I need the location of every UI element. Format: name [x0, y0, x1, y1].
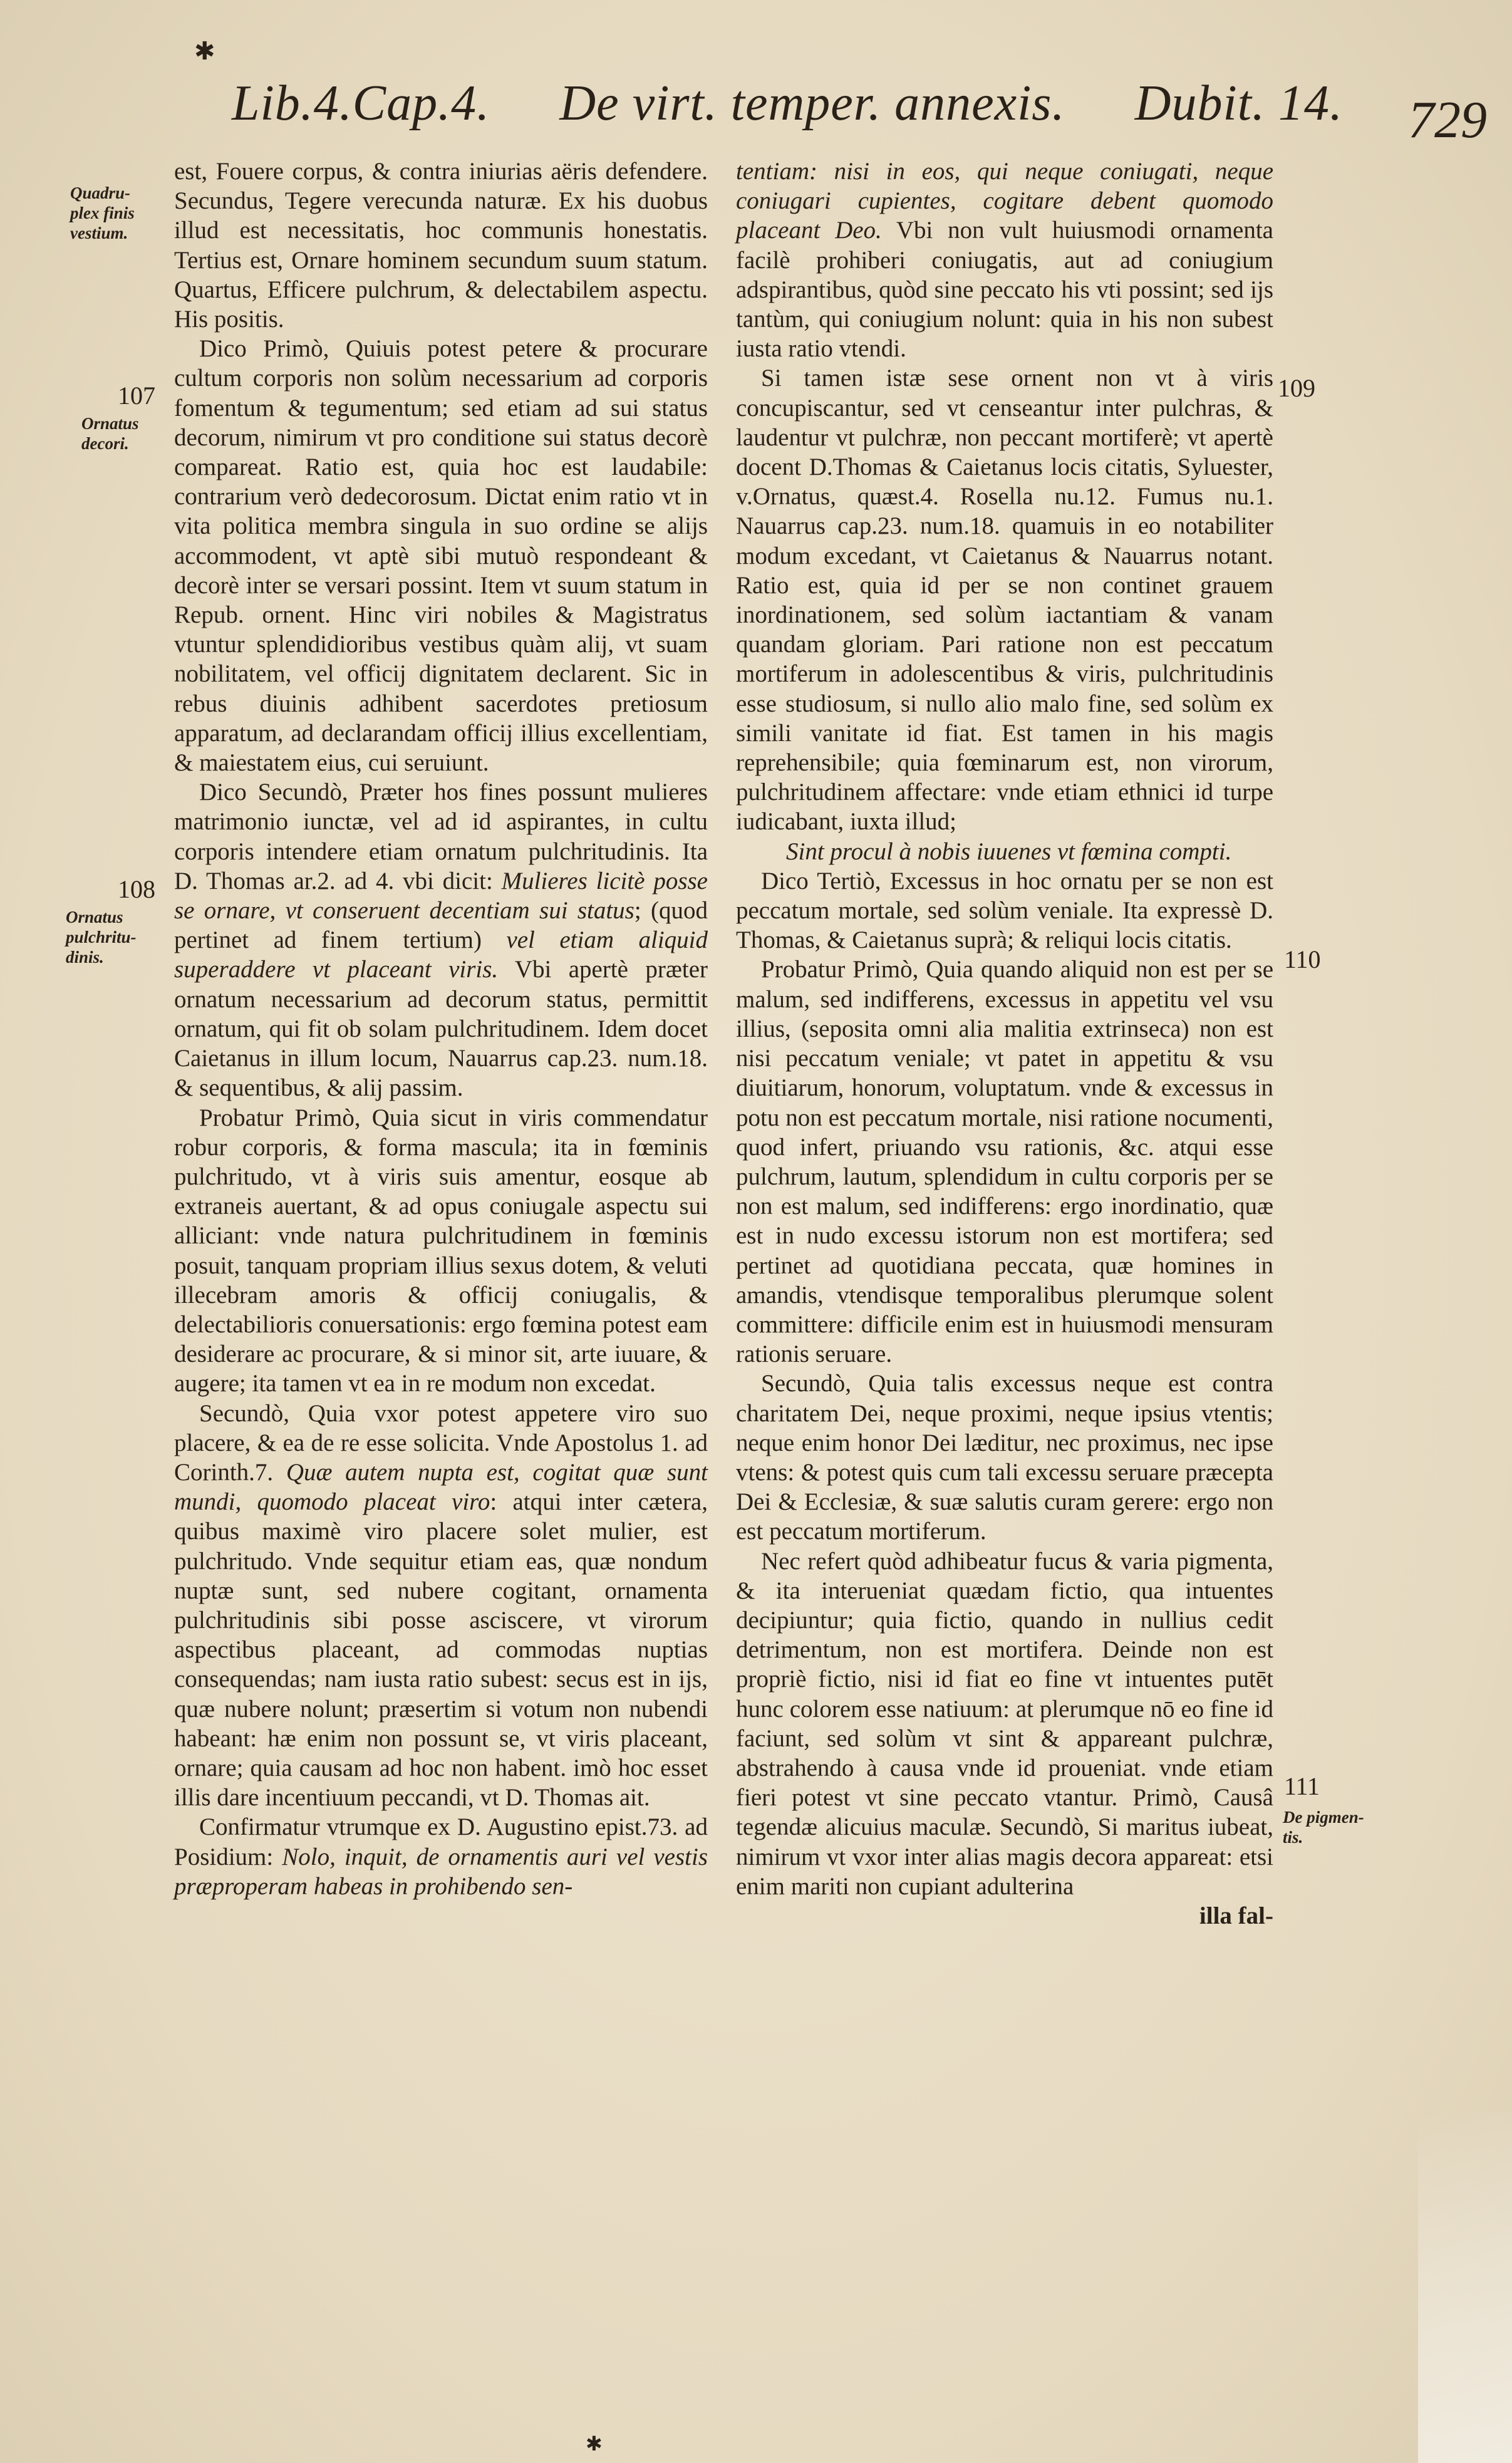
quotation: tentiam: nisi in eos, qui neque coniugati, neque coniugari cupientes, cogitare debent quomodo placeant Deo.	[736, 158, 1273, 244]
text-span: Vbi non vult huiusmodi ornamenta facilè prohiberi coniugatis, aut ad coniugium adspirantibus, quòd sine peccato his vti possint; sed ijs tantùm, qui coniugium nolunt: quia in his non subest iusta ratio vtendi.	[736, 217, 1273, 363]
margin-note-ornatus-decori: Ornatus decori.	[81, 414, 139, 453]
running-head-dubium: Dubit. 14.	[1134, 76, 1343, 131]
right-paragraph: Si tamen istæ sese ornent non vt à viris concupiscantur, sed vt censeantur inter pulchras, & laudentur vt pulchræ, non peccant mortiferè; vt apertè docent D.Thomas & Caietanus locis citatis, Syluester, v.Ornatus, quæst.4. Rosella nu.12. Fumus nu.1. Nauarrus cap.23. num.18. quamuis in eo notabiliter modum excedant, vt Caietanus & Nauarrus notant. Ratio est, quia id per se non continet grauem inordinationem, sed solùm iactantiam & vanam quandam gloriam. Pari ratione non est peccatum mortiferum in adolescentibus & viris, pulchritudinis esse studiosum, si nullo alio malo fine, sed solùm ex simili vanitate id fiat. Est tamen in his magis reprehensibile; quia fœminarum est, non virorum, pulchritudinem affectare: vnde etiam ethnici id turpe iudicabant, iuxta illud;	[736, 365, 1273, 836]
running-head	[232, 76, 1343, 131]
left-paragraph	[174, 777, 708, 1102]
text-span: ; (quod pertinet ad finem tertium)	[174, 897, 708, 954]
text-span: Secundò, Quia vxor potest appetere viro suo placere, & ea de re esse solicita. Vnde Apostolus 1. ad Corinth.7.	[174, 1399, 708, 1486]
right-paragraph: Nec refert quòd adhibeatur fucus & varia pigmenta, & ita interueniat quædam fictio, qua intuentes decipiuntur; quia fictio, quando in nullius cedit detrimentum, non est mortifera. Deinde non est propriè fictio, nisi id fiat eo fine vt intuentes putēt hunc colorem esse natiuum: at plerumque nō eo fine id faciunt, sed solùm vt sint & appareant pulchræ, abstrahendo à causa vnde id proueniat. vnde etiam fieri potest vt sine peccato vtantur. Primò, Causâ tegendæ alicuius maculæ. Secundò, Si maritus iubeat, nimirum vt vxor inter alias magis decora appareat: etsi enim mariti non cupiant adulterina	[736, 1547, 1273, 1900]
printer-mark-top: ✱	[194, 37, 215, 65]
quotation: Sint procul à nobis iuuenes vt fœmina compti.	[786, 837, 1232, 865]
left-paragraph	[174, 1399, 708, 1813]
page-number: 729	[1408, 91, 1487, 149]
paragraph-number-110: 110	[1284, 945, 1321, 973]
right-paragraph: Probatur Primò, Quia quando aliquid non est per se malum, sed indifferens, excessus in appetitu vel vsu illius, (seposita omni alia malitia extrinseca) non est nisi peccatum veniale; vt patet in appetitu & vsu diuitiarum, honorum, voluptatum. vnde & excessus in potu non est peccatum mortale, nisi ratione nocumenti, quod infert, priuando vsu rationis, &c. atqui esse pulchrum, lautum, splendidum in cultu corporis per se non est malum, sed indifferens: ergo inordinatio, quæ est in nudo excessu istorum non est mortifera; sed pertinet ad quotidiana peccata, quæ homines in amandis, vtendisque temporalibus plerumque solent committere: difficile enim est in huiusmodi mensuram rationis seruare.	[736, 956, 1273, 1368]
running-head-topic: De virt. temper. annexis.	[559, 76, 1065, 131]
margin-note-ornatus-pulchritudinis: Ornatus pulchritu- dinis.	[66, 908, 137, 967]
paragraph-number-109: 109	[1278, 374, 1315, 402]
left-column	[174, 157, 708, 1901]
verse-line	[736, 837, 1273, 866]
quotation: vel etiam aliquid superaddere vt placeant viris.	[174, 926, 708, 983]
quotation: Nolo, inquit, de ornamentis auri vel vestis præproperam habeas in prohibendo sen-	[174, 1843, 708, 1900]
text-span: Vbi apertè præter ornatum necessarium ad decorum status, permittit ornatum, qui fit ob solam pulchritudinem. Idem docet Caietanus in illum locum, Nauarrus cap.23. num.18. & sequentibus, & alij passim.	[174, 956, 708, 1102]
running-head-book-chapter: Lib.4.Cap.4.	[232, 76, 490, 131]
right-paragraph: Dico Tertiò, Excessus in hoc ornatu per se non est peccatum mortale, sed solùm veniale. Ita expressè D. Thomas, & Caietanus suprà; & reliqui locis citatis.	[736, 867, 1273, 954]
paragraph-number-108: 108	[118, 875, 155, 903]
right-column	[736, 157, 1273, 1931]
left-paragraph	[174, 1812, 708, 1901]
right-paragraph	[736, 157, 1273, 363]
left-paragraph: est, Fouere corpus, & contra iniurias aëris defendere. Secundus, Tegere verecunda naturæ. Ex his duobus illud est necessitatis, hoc communis honestatis. Tertius est, Ornare hominem secundum suum statum. Quartus, Efficere pulchrum, & delectabilem aspectu. His positis.	[174, 158, 708, 333]
text-span: Dico Secundò, Præter hos fines possunt mulieres matrimonio iunctæ, vel ad id aspirantes, in cultu corporis intendere etiam ornatum pulchritudinis. Ita D. Thomas ar.2. ad 4. vbi dicit:	[174, 779, 708, 894]
text-span: Confirmatur vtrumque ex D. Augustino epist.73. ad Posidium:	[174, 1813, 708, 1870]
left-paragraph: Probatur Primò, Quia sicut in viris commendatur robur corporis, & forma mascula; ita in fœminis pulchritudo, vt à viris suis amentur, eosque ab extraneis auertant, & ad opus coniugale aspectu sui alliciant: vnde natura pulchritudinem in fœminis posuit, tanquam propriam illius sexus dotem, & veluti illecebram amoris & officij coniugalis, & delectabilioris conuersationis: ergo fœmina potest eam desiderare ac procurare, & si minor sit, arte iuuare, & augere; ita tamen vt ea in re modum non excedat.	[174, 1104, 708, 1397]
quotation: Mulieres licitè posse se ornare, vt conseruent decentiam sui status	[174, 867, 708, 925]
catchword: illa fal-	[1199, 1902, 1273, 1929]
margin-note-quadruplex: Quadru- plex finis vestium.	[70, 184, 135, 242]
margin-note-de-pigmentis: De pigmen- tis.	[1283, 1808, 1364, 1847]
paper-wear	[1418, 2112, 1512, 2463]
printer-mark-bottom: ✱	[586, 2432, 603, 2455]
left-paragraph: Dico Primò, Quiuis potest petere & procurare cultum corporis non solùm necessarium ad corporis fomentum & tegumentum; sed etiam ad sui status decorum, nimirum vt pro conditione sui status decorè compareat. Ratio est, quia hoc est laudabile: contrarium verò dedecorosum. Dictat enim ratio vt in vita politica membra singula in suo ordine se alijs accommodent, vt aptè sibi mutuò respondeant & decorè inter se versari possint. Item vt suum statum in Repub. ornent. Hinc viri nobiles & Magistratus vtuntur splendidioribus vestibus quàm alij, vt suam nobilitatem, vel officij dignitatem declarent. Sic in rebus diuinis adhibent sacerdotes pretiosum apparatum, ad declarandam officij illius excellentiam, & maiestatem eius, cui seruiunt.	[174, 335, 708, 777]
paragraph-number-111: 111	[1284, 1772, 1320, 1800]
right-paragraph: Secundò, Quia talis excessus neque est contra charitatem Dei, neque proximi, neque ipsius vtentis; neque enim honor Dei læditur, nec proximus, nec ipse vtens: & potest quis cum tali excessu seruare præcepta Dei & Ecclesiæ, & suæ salutis curam gerere: ergo non est peccatum mortiferum.	[736, 1370, 1273, 1545]
text-span: : atqui inter cætera, quibus maximè viro placere solet mulier, est pulchritudo. Vnde sequitur etiam eas, quæ nondum nuptæ sunt, sed nubere cogitant, ornamenta pulchritudinis sibi posse asciscere, vt virorum aspectibus placeant, ad commodas nuptias consequendas; nam iusta ratio subest: secus est in ijs, quæ nubere nolunt; præsertim si votum non nubendi habeant: hæ enim non possunt se, vt viris placeant, ornare; quia causam ad hoc non habent. imò hoc esset illis dare incentiuum peccandi, vt D. Thomas ait.	[174, 1488, 708, 1812]
quotation: Quæ autem nupta est, cogitat quæ sunt mundi, quomodo placeat viro	[174, 1458, 708, 1516]
paragraph-number-107: 107	[118, 381, 155, 410]
